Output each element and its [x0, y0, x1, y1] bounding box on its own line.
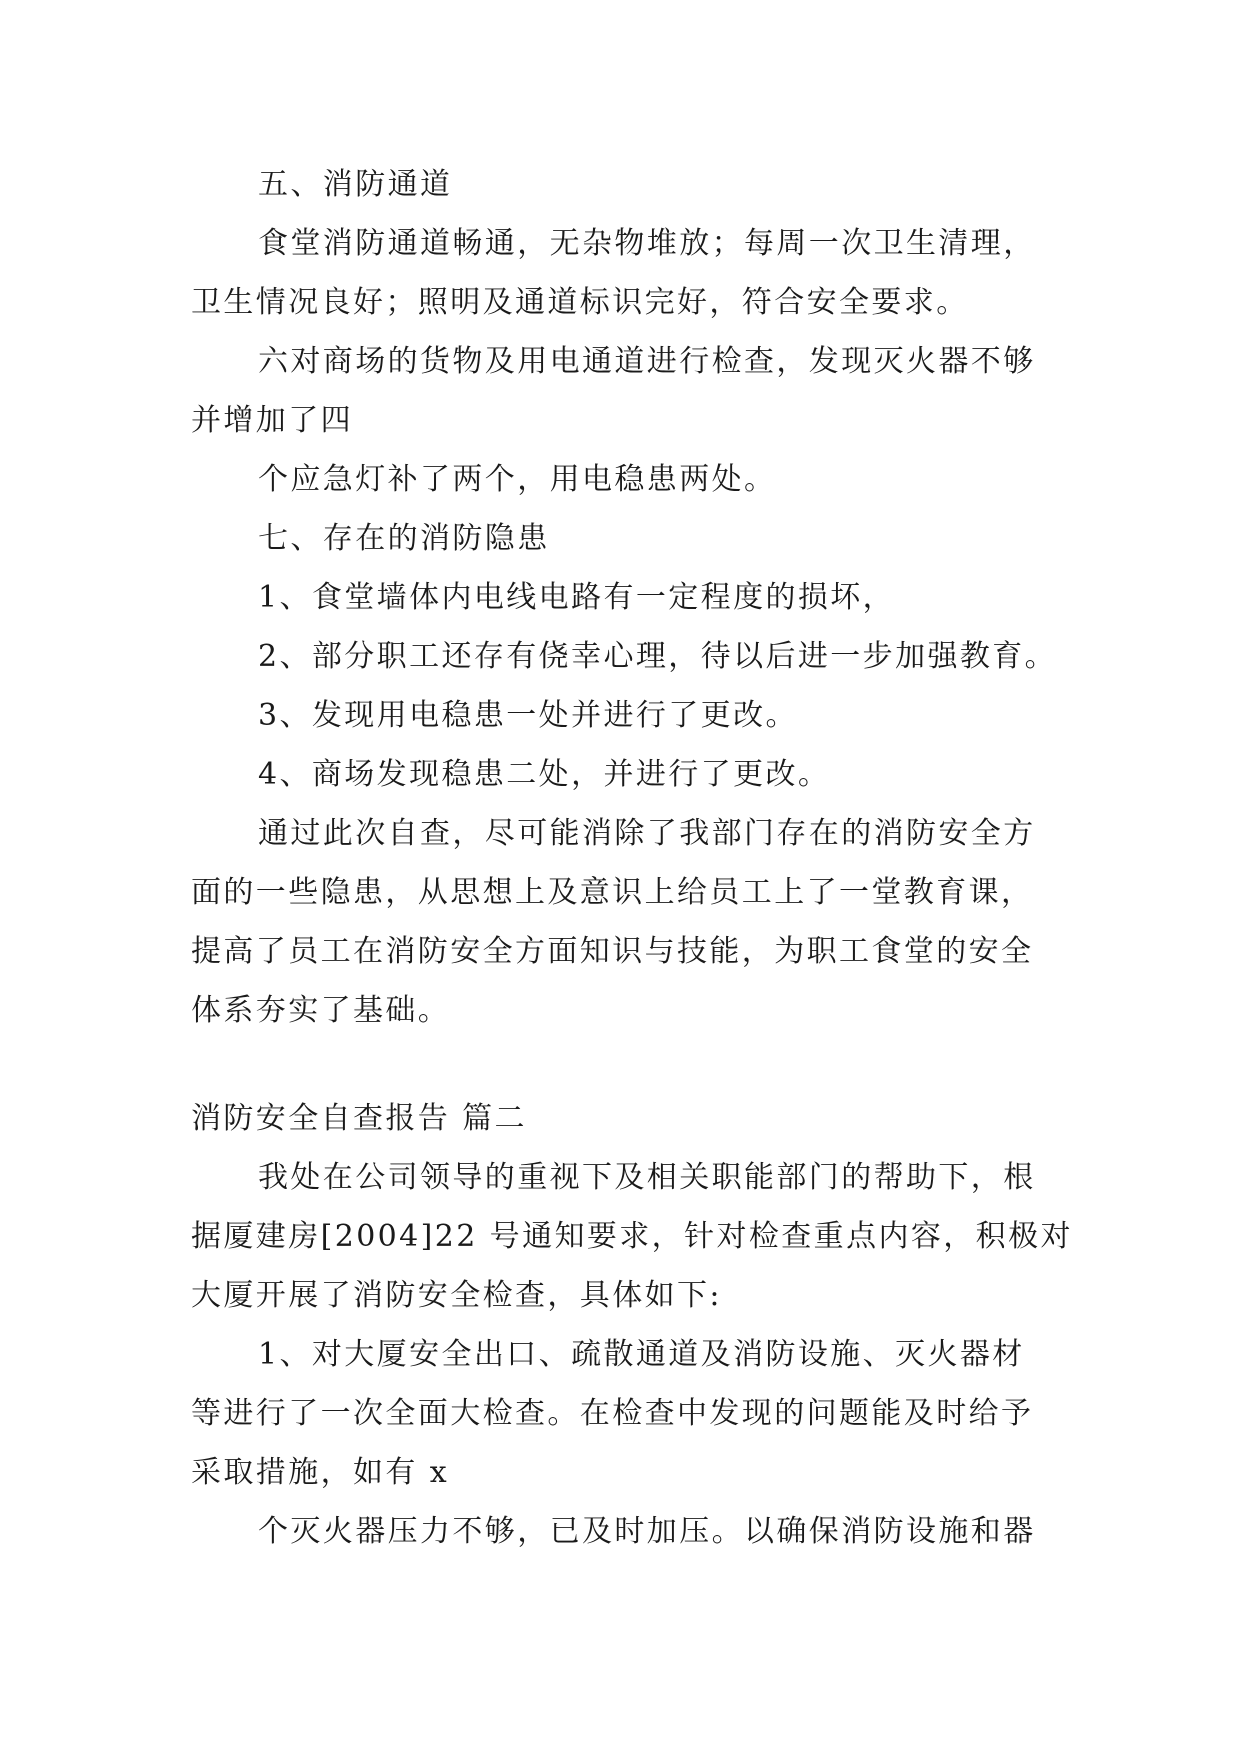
list-item: 1、食堂墙体内电线电路有一定程度的损坏，	[258, 580, 896, 615]
paragraph-line: 体系夯实了基础。	[191, 993, 451, 1028]
report-section-title: 消防安全自查报告 篇二	[191, 1101, 527, 1136]
paragraph-line: 个灭火器压力不够，已及时加压。以确保消防设施和器	[258, 1514, 1036, 1549]
list-item: 1、对大厦安全出口、疏散通道及消防设施、灭火器材	[258, 1337, 1025, 1372]
section-heading: 七、存在的消防隐患	[258, 521, 550, 556]
paragraph-line: 六对商场的货物及用电通道进行检查，发现灭火器不够	[258, 344, 1036, 379]
paragraph-line: 等进行了一次全面大检查。在检查中发现的问题能及时给予	[191, 1396, 1034, 1431]
list-item: 3、发现用电稳患一处并进行了更改。	[258, 698, 798, 733]
paragraph-line: 采取措施，如有 x	[191, 1455, 450, 1490]
paragraph-line: 食堂消防通道畅通，无杂物堆放；每周一次卫生清理，	[258, 226, 1036, 261]
paragraph-line: 个应急灯补了两个，用电稳患两处。	[258, 462, 777, 497]
paragraph-line: 据厦建房[2004]22 号通知要求，针对检查重点内容，积极对	[191, 1219, 1073, 1254]
list-item: 4、商场发现稳患二处，并进行了更改。	[258, 757, 831, 792]
paragraph-line: 卫生情况良好；照明及通道标识完好，符合安全要求。	[191, 285, 969, 320]
section-heading: 五、消防通道	[258, 167, 453, 202]
paragraph-line: 面的一些隐患，从思想上及意识上给员工上了一堂教育课，	[191, 875, 1034, 910]
paragraph-line: 大厦开展了消防安全检查，具体如下:	[191, 1278, 722, 1313]
paragraph-line: 并增加了四	[191, 403, 353, 438]
paragraph-line: 提高了员工在消防安全方面知识与技能，为职工食堂的安全	[191, 934, 1034, 969]
list-item: 2、部分职工还存有侥幸心理，待以后进一步加强教育。	[258, 639, 1058, 674]
paragraph-line: 我处在公司领导的重视下及相关职能部门的帮助下，根	[258, 1160, 1036, 1195]
paragraph-line: 通过此次自查，尽可能消除了我部门存在的消防安全方	[258, 816, 1036, 851]
